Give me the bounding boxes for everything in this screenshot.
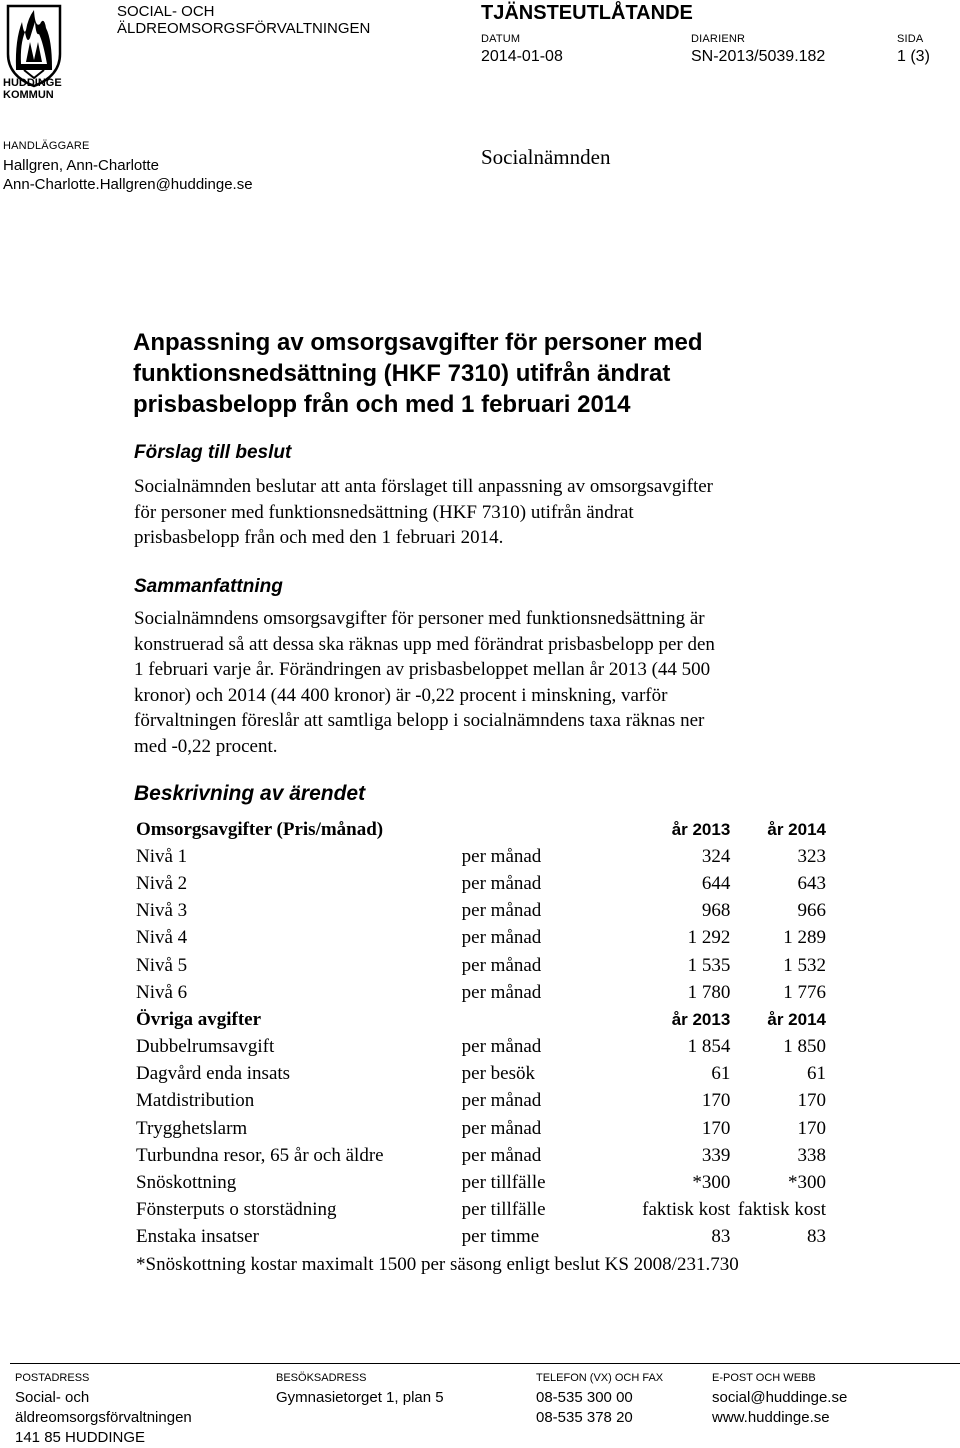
summary-text (134, 606, 715, 759)
table-footnote: *Snöskottning kostar maximalt 1500 per säsong enligt beslut KS 2008/231.730 (136, 1253, 739, 1275)
fee-name: Trygghetslarm (136, 1117, 248, 1139)
text-line: Socialnämndens omsorgsavgifter för personer med funktionsnedsättning är (134, 608, 705, 629)
fee-2013: *300 (692, 1172, 731, 1194)
logo-text-line1: HUDDINGE (3, 77, 62, 89)
page-number: 1 (3) (897, 48, 930, 65)
table-footnote-row (136, 1251, 826, 1278)
fee-2013: 1 854 (687, 1036, 731, 1058)
phone-numbers (536, 1388, 633, 1428)
fee-2014: faktisk kost (737, 1199, 826, 1221)
logo-wordmark (3, 77, 62, 101)
page-label: SIDA (897, 33, 924, 45)
fee-name: Nivå 4 (136, 927, 188, 949)
table-header-row (136, 1006, 826, 1033)
handler-label: HANDLÄGGARE (3, 140, 90, 152)
handler-info (3, 156, 253, 194)
date-value: 2014-01-08 (481, 48, 563, 65)
table-row (136, 952, 826, 979)
fee-name: Enstaka insatser (136, 1226, 259, 1248)
diary-number-value: SN-2013/5039.182 (691, 48, 826, 65)
website-link[interactable]: www.huddinge.se (712, 1409, 830, 1426)
fee-unit: per tillfälle (461, 1199, 546, 1221)
fee-name: Dubbelrumsavgift (136, 1036, 275, 1058)
fee-name: Nivå 2 (136, 872, 188, 894)
org-name-line1: SOCIAL- OCH (117, 3, 215, 20)
handler-email: Ann-Charlotte.Hallgren@huddinge.se (3, 176, 253, 193)
title-line: Anpassning av omsorgsavgifter för personer med (133, 329, 703, 356)
table-row (136, 1088, 826, 1115)
fee-2013: 61 (711, 1063, 731, 1085)
web-label: E-POST OCH WEBB (712, 1372, 816, 1384)
fee-name: Snöskottning (136, 1172, 237, 1194)
text-line: 1 februari varje år. Förändringen av prisbasbeloppet mellan år 2013 (44 500 (134, 659, 711, 680)
table-row (136, 1197, 826, 1224)
visiting-address: Gymnasietorget 1, plan 5 (276, 1389, 444, 1406)
fee-2013: 170 (701, 1090, 731, 1112)
proposal-text (134, 474, 713, 551)
date-label: DATUM (481, 33, 521, 45)
table-row (136, 1115, 826, 1142)
fee-name: Dagvård enda insats (136, 1063, 291, 1085)
address-line: äldreomsorgsförvaltningen (15, 1409, 192, 1426)
fee-unit: per timme (461, 1226, 540, 1248)
phone-number: 08-535 300 00 (536, 1389, 633, 1406)
table-row (136, 1224, 826, 1251)
text-line: med -0,22 procent. (134, 735, 278, 757)
fee-name: Nivå 5 (136, 954, 188, 976)
fee-unit: per månad (461, 1036, 542, 1058)
fee-table (136, 816, 826, 1278)
postal-address (15, 1388, 192, 1448)
fee-2013: 644 (701, 872, 731, 894)
footer-divider (10, 1363, 960, 1364)
table-header-row (136, 816, 826, 843)
org-name (117, 3, 370, 37)
title-line: prisbasbelopp från och med 1 februari 2014 (133, 391, 631, 418)
year-2014-header: år 2014 (767, 819, 826, 839)
fee-2013: 170 (701, 1117, 731, 1139)
fee-2014: 643 (797, 872, 826, 894)
table-row (136, 870, 826, 897)
fee-2014: *300 (788, 1172, 826, 1194)
text-line: för personer med funktionsnedsättning (HKF 7310) utifrån ändrat (134, 501, 634, 523)
document-title (133, 327, 702, 420)
year-2013-header: år 2013 (671, 819, 731, 839)
fee-2014: 966 (797, 900, 826, 922)
email-link[interactable]: social@huddinge.se (712, 1389, 848, 1406)
unit-header (462, 816, 615, 843)
fee-2014: 323 (797, 845, 826, 867)
text-line: kronor) och 2014 (44 400 kronor) är -0,22 procent i minskning, varför (134, 684, 668, 706)
fee-name: Nivå 1 (136, 845, 188, 867)
table-row (136, 1061, 826, 1088)
fee-unit: per månad (461, 1117, 542, 1139)
proposal-heading: Förslag till beslut (134, 442, 292, 463)
fee-2013: 1 780 (687, 981, 731, 1003)
fee-unit: per månad (461, 872, 542, 894)
title-line: funktionsnedsättning (HKF 7310) utifrån ändrat (133, 360, 671, 387)
web-contacts (712, 1388, 847, 1428)
year-2014-header: år 2014 (767, 1009, 826, 1029)
table-row (136, 843, 826, 870)
recipient: Socialnämnden (481, 145, 611, 169)
text-line: Socialnämnden beslutar att anta förslaget till anpassning av omsorgsavgifter (134, 476, 713, 497)
fee-2013: 1 535 (687, 954, 731, 976)
document-type: TJÄNSTEUTLÅTANDE (481, 2, 693, 24)
fee-2013: 339 (701, 1144, 731, 1166)
fee-2014: 61 (807, 1063, 826, 1085)
diary-number-label: DIARIENR (691, 33, 746, 45)
address-line: Social- och (15, 1389, 90, 1406)
fee-name: Nivå 3 (136, 900, 188, 922)
fee-unit: per besök (461, 1063, 535, 1085)
fee-2013: 968 (701, 900, 731, 922)
fee-2013: 83 (711, 1226, 731, 1248)
fax-number: 08-535 378 20 (536, 1409, 633, 1426)
description-heading: Beskrivning av ärendet (134, 782, 366, 805)
table-row (136, 1169, 826, 1196)
fee-2014: 1 532 (783, 954, 826, 976)
address-line: 141 85 HUDDINGE (15, 1429, 146, 1446)
fee-name: Fönsterputs o storstädning (136, 1199, 337, 1221)
table-row (136, 1034, 826, 1061)
fee-unit: per månad (461, 981, 542, 1003)
fee-2014: 83 (807, 1226, 826, 1248)
fee-unit: per månad (461, 845, 542, 867)
fee-2014: 170 (797, 1117, 826, 1139)
fee-2013: 324 (701, 845, 731, 867)
fee-2013: 1 292 (687, 927, 731, 949)
fee-name: Nivå 6 (136, 981, 188, 1003)
year-2013-header: år 2013 (671, 1009, 731, 1029)
fee-2014: 338 (797, 1144, 826, 1166)
fee-unit: per månad (461, 1144, 542, 1166)
fee-unit: per månad (461, 954, 542, 976)
visiting-address-label: BESÖKSADRESS (276, 1372, 367, 1384)
table-row (136, 979, 826, 1006)
text-line: prisbasbelopp från och med den 1 februari 2014. (134, 527, 504, 548)
fee-name: Turbundna resor, 65 år och äldre (136, 1144, 384, 1166)
fee-2013: faktisk kost (642, 1199, 731, 1221)
fee-unit: per månad (461, 927, 542, 949)
postal-address-label: POSTADRESS (15, 1372, 90, 1384)
fee-name: Matdistribution (136, 1090, 255, 1112)
table-row (136, 1142, 826, 1169)
fee-2014: 1 289 (783, 927, 826, 949)
handler-name: Hallgren, Ann-Charlotte (3, 157, 159, 174)
other-fees-header: Övriga avgifter (136, 1008, 262, 1030)
logo-text-line2: KOMMUN (3, 89, 54, 101)
care-fees-header: Omsorgsavgifter (Pris/månad) (136, 818, 384, 840)
table-row (136, 898, 826, 925)
text-line: förvaltningen föreslår att samtliga belopp i socialnämndens taxa räknas ner (134, 710, 705, 731)
fee-2014: 170 (797, 1090, 826, 1112)
table-row (136, 925, 826, 952)
phone-label: TELEFON (VX) OCH FAX (536, 1372, 664, 1384)
unit-header (462, 1006, 615, 1033)
summary-heading: Sammanfattning (134, 576, 283, 597)
fee-unit: per tillfälle (461, 1172, 546, 1194)
org-name-line2: ÄLDREOMSORGSFÖRVALTNINGEN (117, 20, 371, 37)
text-line: konstruerad så att dessa ska räknas upp med förändrat prisbasbelopp per den (134, 633, 715, 655)
fee-2014: 1 850 (783, 1036, 826, 1058)
fee-2014: 1 776 (783, 981, 826, 1003)
fee-unit: per månad (461, 900, 542, 922)
fee-unit: per månad (461, 1090, 542, 1112)
